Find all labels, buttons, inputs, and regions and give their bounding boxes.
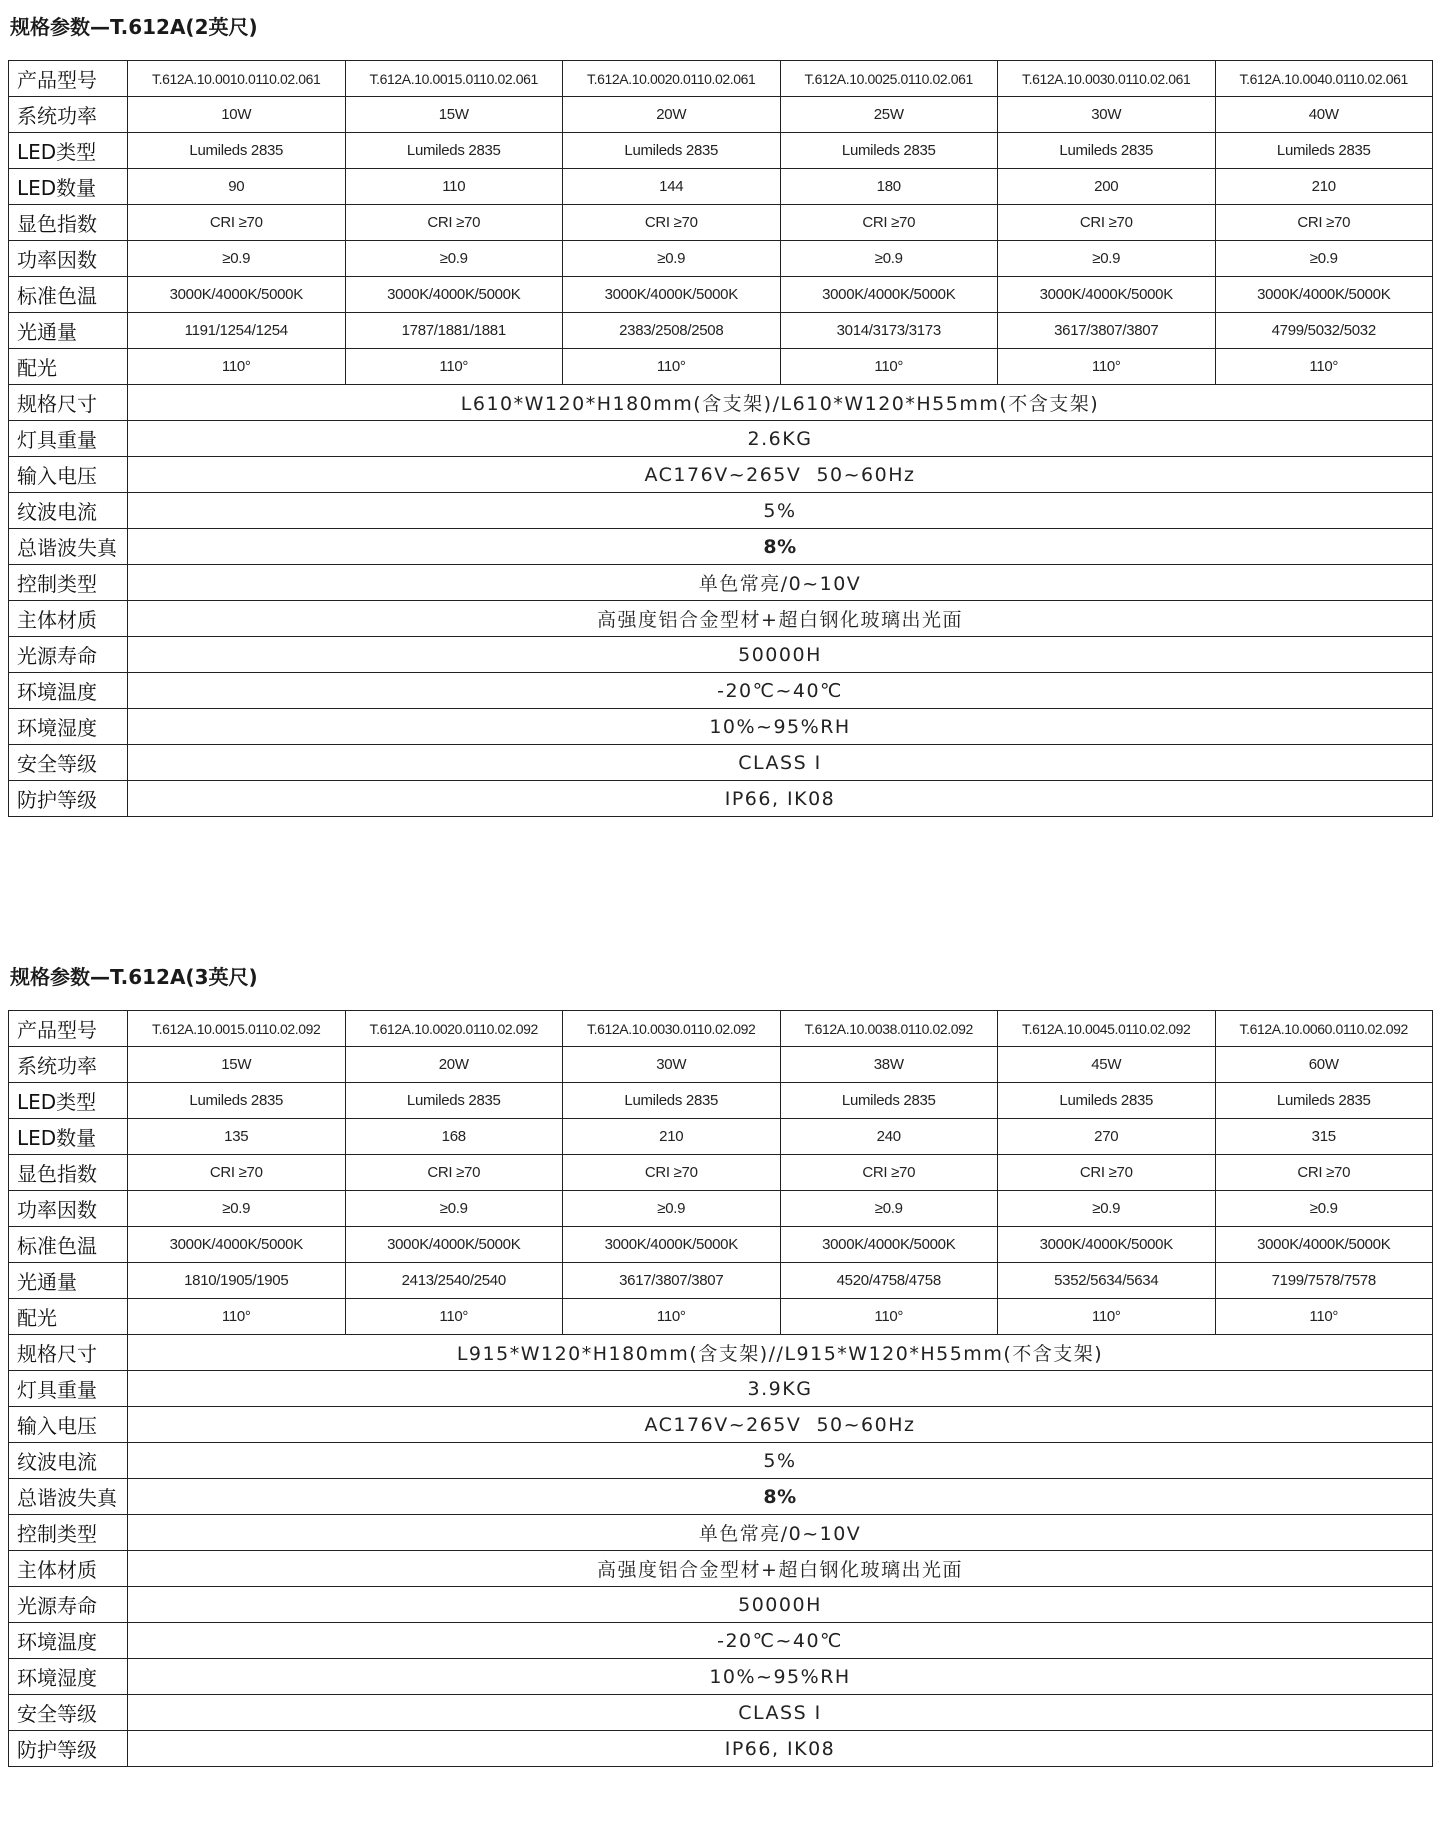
section-title: 规格参数—T.612A(2英尺): [10, 15, 258, 39]
table-cell: T.612A.10.0045.0110.02.092: [998, 1011, 1216, 1047]
table-row: [9, 1263, 1433, 1299]
table-row: [9, 529, 1433, 565]
row-label: LED数量: [9, 1119, 128, 1155]
row-label: 光源寿命: [9, 1587, 128, 1623]
table-cell: ≥0.9: [563, 1191, 781, 1227]
table-row: [9, 421, 1433, 457]
table-row: [9, 1587, 1433, 1623]
row-label: 功率因数: [9, 1191, 128, 1227]
table-row: [9, 133, 1433, 169]
row-label: 总谐波失真: [9, 529, 128, 565]
table-cell: 单色常亮/0~10V: [128, 1515, 1433, 1551]
table-cell: CRI ≥70: [780, 205, 998, 241]
table-cell: 2383/2508/2508: [563, 313, 781, 349]
table-cell: CRI ≥70: [1215, 205, 1433, 241]
table-row: [9, 1479, 1433, 1515]
table-cell: ≥0.9: [780, 241, 998, 277]
table-cell: 20W: [563, 97, 781, 133]
table-cell: 4520/4758/4758: [780, 1263, 998, 1299]
table-cell: 10%~95%RH: [128, 709, 1433, 745]
table-cell: 110°: [998, 1299, 1216, 1335]
table-cell: 3000K/4000K/5000K: [1215, 1227, 1433, 1263]
table-row: [9, 1371, 1433, 1407]
table-row: [9, 1659, 1433, 1695]
table-cell: 8%: [128, 529, 1433, 565]
table-cell: 110°: [780, 1299, 998, 1335]
table-cell: 110°: [563, 349, 781, 385]
table-cell: 单色常亮/0~10V: [128, 565, 1433, 601]
table-row: [9, 781, 1433, 817]
table-row: [9, 1335, 1433, 1371]
table-cell: CRI ≥70: [128, 1155, 346, 1191]
table-cell: T.612A.10.0015.0110.02.092: [128, 1011, 346, 1047]
table-row: [9, 169, 1433, 205]
table-cell: CRI ≥70: [563, 205, 781, 241]
table-cell: T.612A.10.0040.0110.02.061: [1215, 61, 1433, 97]
table-cell: T.612A.10.0020.0110.02.092: [345, 1011, 563, 1047]
table-row: [9, 1047, 1433, 1083]
spec-table: [8, 60, 1433, 817]
table-cell: 110: [345, 169, 563, 205]
row-label: 安全等级: [9, 1695, 128, 1731]
table-row: [9, 97, 1433, 133]
table-cell: ≥0.9: [1215, 241, 1433, 277]
table-cell: 20W: [345, 1047, 563, 1083]
table-cell: 45W: [998, 1047, 1216, 1083]
row-label: 光通量: [9, 313, 128, 349]
row-label: 配光: [9, 1299, 128, 1335]
table-cell: ≥0.9: [998, 1191, 1216, 1227]
table-cell: Lumileds 2835: [780, 133, 998, 169]
row-label: 配光: [9, 349, 128, 385]
table-cell: Lumileds 2835: [1215, 1083, 1433, 1119]
table-row: [9, 565, 1433, 601]
table-row: [9, 349, 1433, 385]
table-cell: 8%: [128, 1479, 1433, 1515]
table-row: [9, 1551, 1433, 1587]
table-cell: IP66, IK08: [128, 781, 1433, 817]
table-cell: Lumileds 2835: [345, 133, 563, 169]
row-label: 系统功率: [9, 97, 128, 133]
table-cell: 10W: [128, 97, 346, 133]
table-cell: ≥0.9: [128, 1191, 346, 1227]
table-cell: 2413/2540/2540: [345, 1263, 563, 1299]
table-cell: 210: [563, 1119, 781, 1155]
row-label: LED类型: [9, 133, 128, 169]
table-cell: 3.9KG: [128, 1371, 1433, 1407]
table-cell: 高强度铝合金型材+超白钢化玻璃出光面: [128, 601, 1433, 637]
table-cell: T.612A.10.0020.0110.02.061: [563, 61, 781, 97]
table-cell: Lumileds 2835: [345, 1083, 563, 1119]
row-label: 主体材质: [9, 1551, 128, 1587]
table-cell: 4799/5032/5032: [1215, 313, 1433, 349]
table-cell: 1810/1905/1905: [128, 1263, 346, 1299]
table-row: [9, 709, 1433, 745]
table-cell: 110°: [998, 349, 1216, 385]
table-cell: 5%: [128, 493, 1433, 529]
row-label: 标准色温: [9, 1227, 128, 1263]
table-cell: CRI ≥70: [345, 205, 563, 241]
table-cell: T.612A.10.0038.0110.02.092: [780, 1011, 998, 1047]
table-cell: Lumileds 2835: [998, 1083, 1216, 1119]
table-cell: 高强度铝合金型材+超白钢化玻璃出光面: [128, 1551, 1433, 1587]
row-label: 标准色温: [9, 277, 128, 313]
table-cell: AC176V~265V 50~60Hz: [128, 1407, 1433, 1443]
table-cell: 135: [128, 1119, 346, 1155]
table-cell: 110°: [1215, 349, 1433, 385]
spec-table: [8, 1010, 1433, 1767]
table-cell: Lumileds 2835: [563, 133, 781, 169]
table-cell: 110°: [128, 349, 346, 385]
row-label: 产品型号: [9, 1011, 128, 1047]
table-cell: T.612A.10.0030.0110.02.061: [998, 61, 1216, 97]
table-cell: 3000K/4000K/5000K: [345, 277, 563, 313]
row-label: 环境湿度: [9, 709, 128, 745]
table-cell: 3014/3173/3173: [780, 313, 998, 349]
row-label: 输入电压: [9, 457, 128, 493]
row-label: 光源寿命: [9, 637, 128, 673]
row-label: 输入电压: [9, 1407, 128, 1443]
table-cell: 3000K/4000K/5000K: [998, 1227, 1216, 1263]
table-cell: 110°: [128, 1299, 346, 1335]
table-row: [9, 277, 1433, 313]
table-cell: T.612A.10.0025.0110.02.061: [780, 61, 998, 97]
row-label: 纹波电流: [9, 1443, 128, 1479]
table-cell: 30W: [563, 1047, 781, 1083]
row-label: 灯具重量: [9, 421, 128, 457]
table-cell: 3617/3807/3807: [998, 313, 1216, 349]
table-row: [9, 601, 1433, 637]
table-row: [9, 1299, 1433, 1335]
table-cell: T.612A.10.0010.0110.02.061: [128, 61, 346, 97]
table-cell: T.612A.10.0015.0110.02.061: [345, 61, 563, 97]
table-cell: 168: [345, 1119, 563, 1155]
table-row: [9, 205, 1433, 241]
table-row: [9, 1407, 1433, 1443]
table-cell: ≥0.9: [998, 241, 1216, 277]
table-cell: 3617/3807/3807: [563, 1263, 781, 1299]
table-cell: CLASS Ⅰ: [128, 1695, 1433, 1731]
table-row: [9, 1227, 1433, 1263]
row-label: 环境湿度: [9, 1659, 128, 1695]
table-row: [9, 1443, 1433, 1479]
table-cell: 10%~95%RH: [128, 1659, 1433, 1695]
table-cell: 15W: [345, 97, 563, 133]
table-cell: ≥0.9: [563, 241, 781, 277]
table-cell: 7199/7578/7578: [1215, 1263, 1433, 1299]
row-label: LED数量: [9, 169, 128, 205]
table-cell: ≥0.9: [1215, 1191, 1433, 1227]
table-cell: 110°: [345, 1299, 563, 1335]
table-cell: Lumileds 2835: [563, 1083, 781, 1119]
table-cell: 3000K/4000K/5000K: [1215, 277, 1433, 313]
row-label: 规格尺寸: [9, 385, 128, 421]
table-row: [9, 1695, 1433, 1731]
table-cell: ≥0.9: [345, 1191, 563, 1227]
table-cell: ≥0.9: [128, 241, 346, 277]
table-cell: IP66, IK08: [128, 1731, 1433, 1767]
row-label: 光通量: [9, 1263, 128, 1299]
table-cell: 40W: [1215, 97, 1433, 133]
table-cell: 110°: [345, 349, 563, 385]
table-cell: CRI ≥70: [563, 1155, 781, 1191]
table-cell: CRI ≥70: [1215, 1155, 1433, 1191]
row-label: 环境温度: [9, 673, 128, 709]
table-cell: 180: [780, 169, 998, 205]
table-cell: 1787/1881/1881: [345, 313, 563, 349]
table-cell: 200: [998, 169, 1216, 205]
table-cell: ≥0.9: [345, 241, 563, 277]
table-cell: 25W: [780, 97, 998, 133]
table-cell: CRI ≥70: [128, 205, 346, 241]
table-cell: ≥0.9: [780, 1191, 998, 1227]
table-cell: CRI ≥70: [998, 205, 1216, 241]
row-label: 防护等级: [9, 1731, 128, 1767]
table-cell: CLASS Ⅰ: [128, 745, 1433, 781]
row-label: 控制类型: [9, 565, 128, 601]
row-label: 安全等级: [9, 745, 128, 781]
table-cell: 60W: [1215, 1047, 1433, 1083]
table-row: [9, 1515, 1433, 1551]
table-row: [9, 745, 1433, 781]
table-cell: 3000K/4000K/5000K: [345, 1227, 563, 1263]
row-label: 系统功率: [9, 1047, 128, 1083]
table-row: [9, 637, 1433, 673]
table-cell: Lumileds 2835: [128, 133, 346, 169]
table-cell: 3000K/4000K/5000K: [563, 1227, 781, 1263]
table-cell: 110°: [563, 1299, 781, 1335]
table-cell: 3000K/4000K/5000K: [780, 1227, 998, 1263]
row-label: 显色指数: [9, 205, 128, 241]
table-cell: 50000H: [128, 637, 1433, 673]
row-label: 控制类型: [9, 1515, 128, 1551]
row-label: LED类型: [9, 1083, 128, 1119]
table-cell: 2.6KG: [128, 421, 1433, 457]
row-label: 环境温度: [9, 1623, 128, 1659]
table-cell: CRI ≥70: [998, 1155, 1216, 1191]
table-cell: 30W: [998, 97, 1216, 133]
table-cell: 50000H: [128, 1587, 1433, 1623]
table-cell: 90: [128, 169, 346, 205]
row-label: 显色指数: [9, 1155, 128, 1191]
table-row: [9, 1731, 1433, 1767]
table-cell: T.612A.10.0030.0110.02.092: [563, 1011, 781, 1047]
table-cell: 5352/5634/5634: [998, 1263, 1216, 1299]
row-label: 总谐波失真: [9, 1479, 128, 1515]
table-cell: Lumileds 2835: [128, 1083, 346, 1119]
table-cell: 315: [1215, 1119, 1433, 1155]
table-row: [9, 457, 1433, 493]
table-cell: 38W: [780, 1047, 998, 1083]
table-row: [9, 673, 1433, 709]
table-row: [9, 1119, 1433, 1155]
table-row: [9, 1623, 1433, 1659]
table-cell: 5%: [128, 1443, 1433, 1479]
table-row: [9, 61, 1433, 97]
table-row: [9, 1011, 1433, 1047]
table-cell: 270: [998, 1119, 1216, 1155]
table-cell: 3000K/4000K/5000K: [998, 277, 1216, 313]
row-label: 防护等级: [9, 781, 128, 817]
table-row: [9, 493, 1433, 529]
table-row: [9, 1155, 1433, 1191]
table-cell: Lumileds 2835: [998, 133, 1216, 169]
table-row: [9, 385, 1433, 421]
table-cell: 240: [780, 1119, 998, 1155]
row-label: 主体材质: [9, 601, 128, 637]
table-cell: 110°: [780, 349, 998, 385]
table-cell: CRI ≥70: [780, 1155, 998, 1191]
table-cell: 144: [563, 169, 781, 205]
table-cell: 3000K/4000K/5000K: [780, 277, 998, 313]
table-cell: -20℃~40℃: [128, 1623, 1433, 1659]
row-label: 灯具重量: [9, 1371, 128, 1407]
table-row: [9, 241, 1433, 277]
table-row: [9, 313, 1433, 349]
table-row: [9, 1191, 1433, 1227]
table-row: [9, 1083, 1433, 1119]
row-label: 规格尺寸: [9, 1335, 128, 1371]
table-cell: 1191/1254/1254: [128, 313, 346, 349]
table-cell: 210: [1215, 169, 1433, 205]
table-cell: 110°: [1215, 1299, 1433, 1335]
table-cell: L915*W120*H180mm(含支架)//L915*W120*H55mm(不含支架): [128, 1335, 1433, 1371]
row-label: 纹波电流: [9, 493, 128, 529]
table-cell: T.612A.10.0060.0110.02.092: [1215, 1011, 1433, 1047]
row-label: 产品型号: [9, 61, 128, 97]
table-cell: AC176V~265V 50~60Hz: [128, 457, 1433, 493]
table-cell: 15W: [128, 1047, 346, 1083]
table-cell: -20℃~40℃: [128, 673, 1433, 709]
table-cell: Lumileds 2835: [780, 1083, 998, 1119]
table-cell: L610*W120*H180mm(含支架)/L610*W120*H55mm(不含支架): [128, 385, 1433, 421]
table-cell: 3000K/4000K/5000K: [128, 1227, 346, 1263]
section-title: 规格参数—T.612A(3英尺): [10, 965, 258, 989]
table-cell: 3000K/4000K/5000K: [128, 277, 346, 313]
table-cell: Lumileds 2835: [1215, 133, 1433, 169]
table-cell: 3000K/4000K/5000K: [563, 277, 781, 313]
table-cell: CRI ≥70: [345, 1155, 563, 1191]
row-label: 功率因数: [9, 241, 128, 277]
